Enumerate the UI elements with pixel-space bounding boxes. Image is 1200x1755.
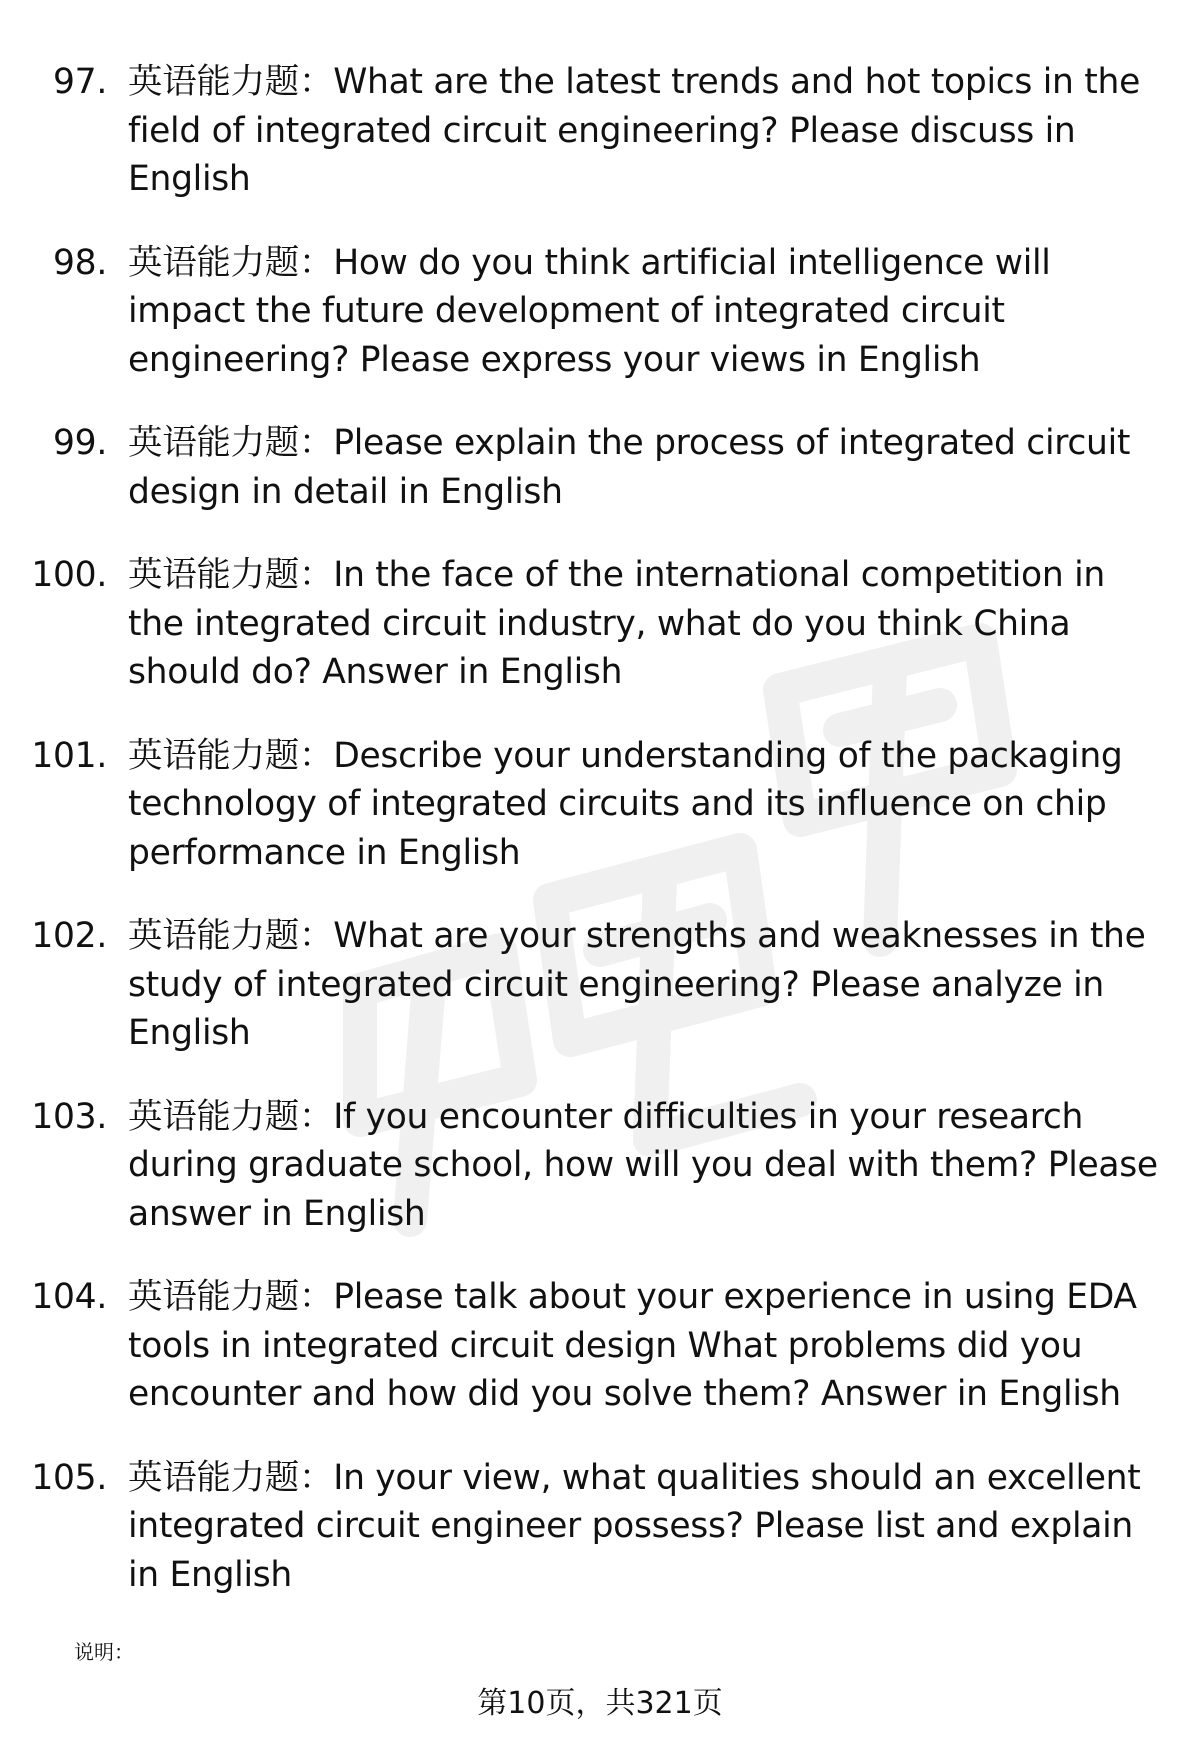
question-item xyxy=(0,239,1200,385)
question-text: 英语能力题：If you encounter difficulties in your research during graduate school, how will you deal with them? Please answer in English xyxy=(128,1096,1158,1234)
question-item xyxy=(0,1093,1200,1239)
question-text: 英语能力题：In your view, what qualities should an excellent integrated circuit engineer possess? Please list and explain in English xyxy=(128,1457,1141,1595)
question-item xyxy=(0,419,1200,516)
footnote-label: 说明： xyxy=(74,1640,134,1664)
question-text: 英语能力题：Describe your understanding of the packaging technology of integrated circuits and its influence on chip performance in English xyxy=(128,735,1123,873)
question-number: 101. xyxy=(31,735,107,776)
question-item xyxy=(0,551,1200,697)
question-text: 英语能力题：What are your strengths and weaknesses in the study of integrated circuit engineering? Please analyze in English xyxy=(128,916,1146,1053)
question-number: 97. xyxy=(53,62,107,102)
question-number: 98. xyxy=(53,242,107,283)
question-text: 英语能力题：Please explain the process of integrated circuit design in detail in English xyxy=(128,423,1131,512)
question-text: 英语能力题：How do you think artificial intelligence will impact the future development of integrated circuit engineering? Please express your views in English xyxy=(128,242,1051,380)
question-number: 99. xyxy=(53,423,107,463)
question-text: 英语能力题：Please talk about your experience in using EDA tools in integrated circuit design What problems did you encounter and how did you solve them? Answer in English xyxy=(128,1277,1137,1414)
question-number: 104. xyxy=(31,1277,107,1317)
question-text: 英语能力题：What are the latest trends and hot topics in the field of integrated circuit engineering? Please discuss in English xyxy=(128,62,1140,199)
question-item xyxy=(0,1273,1200,1419)
question-number: 103. xyxy=(31,1096,107,1137)
question-number: 102. xyxy=(31,916,107,956)
question-item xyxy=(0,912,1200,1058)
page-number-footer: 第10页，共321页 xyxy=(477,1686,723,1721)
question-item xyxy=(0,58,1200,204)
question-text: 英语能力题：In the face of the international competition in the integrated circuit industry, what do you think China should do? Answer in English xyxy=(128,555,1105,692)
question-item xyxy=(0,732,1200,878)
question-number: 100. xyxy=(31,555,107,595)
question-item xyxy=(0,1454,1200,1600)
question-number: 105. xyxy=(31,1457,107,1498)
question-list xyxy=(0,58,1200,1634)
